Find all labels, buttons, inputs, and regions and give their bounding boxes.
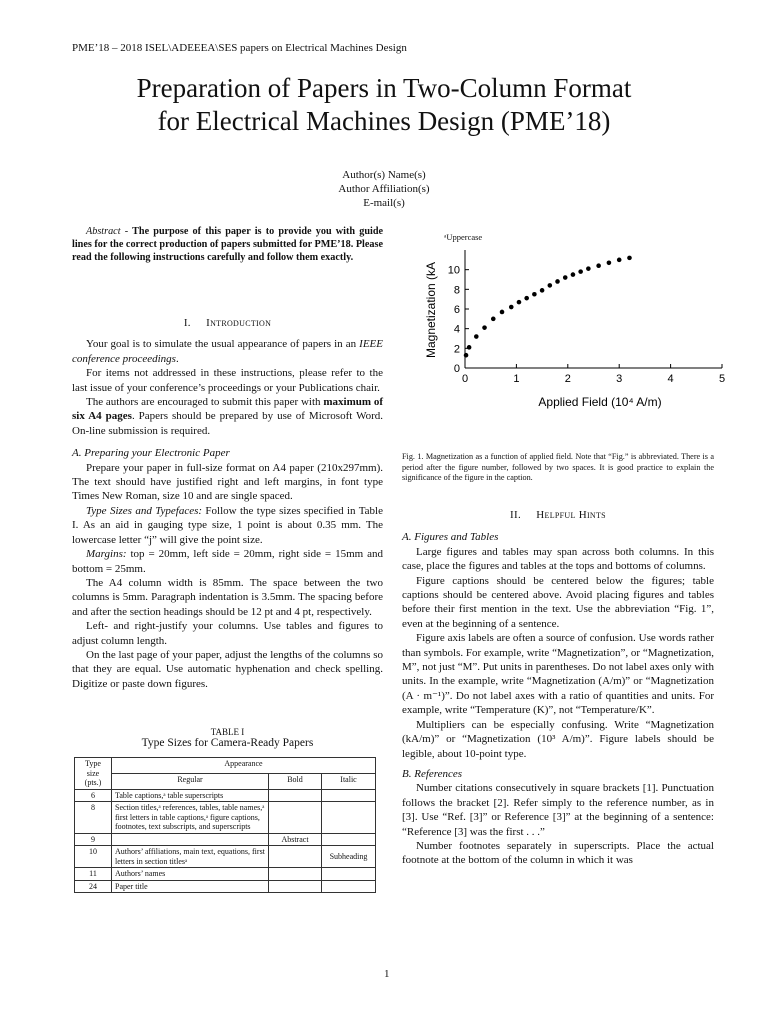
preparing-paragraph-3: Margins: top = 20mm, left side = 20mm, right side = 15mm and bottom = 25mm.: [72, 548, 383, 575]
author-block: [234, 168, 534, 210]
data-point: [524, 296, 529, 301]
table-caption: Type Sizes for Camera-Ready Papers: [141, 737, 314, 749]
y-tick-label: 10: [447, 264, 460, 277]
data-point: [596, 263, 601, 268]
table-row: 8 Section titles,ᵃ references, tables, table names,ᵃ first letters in table captions,ᵃ figure captions, footnotes, text subscripts, and superscripts: [75, 802, 376, 834]
x-tick-label: 0: [461, 373, 469, 385]
data-point: [555, 279, 560, 284]
data-point: [563, 275, 568, 280]
data-point: [586, 266, 591, 271]
preparing-paragraph-6: On the last page of your paper, adjust the lengths of the columns so that they are equal. Use automatic hyphenation and check spelling. Digitize or paste down figures.: [72, 648, 383, 690]
page-number: 1: [384, 968, 390, 980]
subsection-heading-references: B. References: [402, 767, 463, 780]
x-tick-label: 5: [718, 373, 726, 385]
table-row: 9 Abstract: [75, 833, 376, 846]
data-point: [617, 258, 622, 263]
introduction-section: [72, 316, 383, 691]
x-tick-label: 3: [616, 373, 623, 385]
x-tick-label: 2: [564, 373, 571, 385]
type-sizes-table: [74, 757, 376, 893]
data-point: [540, 288, 545, 293]
chart-ticks: [448, 265, 725, 385]
data-point: [474, 334, 479, 339]
data-point: [578, 269, 583, 274]
abstract-text: The purpose of this paper is to provide you with guide lines for the correct production of papers submitted for PME’18. Please read the following instructions carefully and follow them exactly.: [72, 226, 384, 263]
author-affiliation: Author Affiliation(s): [338, 183, 430, 195]
section-heading-helpful-hints: II. Helpful Hints: [510, 509, 606, 521]
helpful-hints-section: [402, 508, 714, 868]
data-point: [517, 300, 522, 305]
y-axis-label: Magnetization (kA: [424, 261, 438, 359]
hints-paragraph-4: Multipliers can be especially confusing. Write “Magnetization (kA/m)” or “Magnetization (10³ A/m)”. Figure labels should be legible, about 10-point type.: [402, 718, 714, 760]
preparing-paragraph-1: Prepare your paper in full-size format on A4 paper (210x297mm). The text should have justified right and left margins, in font type Times New Roman, size 10 and are single spaced.: [72, 461, 383, 503]
data-point: [467, 345, 472, 350]
preparing-paragraph-5: Left- and right-justify your columns. Use tables and figures to adjust column length.: [72, 620, 383, 647]
subsection-heading-preparing: A. Preparing your Electronic Paper: [72, 447, 230, 460]
y-tick-label: 6: [453, 304, 460, 316]
data-point: [548, 283, 553, 288]
table-header-italic: Italic: [322, 773, 376, 789]
table-header-bold: Bold: [269, 773, 322, 789]
hints-paragraph-5: Number citations consecutively in square brackets [1]. Punctuation follows the bracket [2]. Refer simply to the reference number, as in [3]. Use “Ref. [3]” or Reference [3]” at the beginning of a sentence: “Reference [3] was the first . . .”: [402, 782, 714, 838]
table-row: 24 Paper title: [75, 880, 376, 893]
subsection-heading-figures: A. Figures and Tables: [402, 531, 499, 544]
data-point: [491, 317, 496, 322]
y-tick-label: 2: [453, 343, 460, 356]
table-header-size: Type size (pts.): [75, 758, 112, 790]
y-tick-label: 4: [453, 323, 460, 336]
hints-paragraph-3: Figure axis labels are often a source of confusion. Use words rather than symbols. For example, write “Magnetization”, or “Magnetization, M”, not just “M”. Put units in parentheses. Do not label axes only with units. In the example, write “Magnetization (A/m)” or “Magnetization (A · m⁻¹)”. Do not label axes with a ratio of quantities and units. For example, write “Temperature (K)”, not “Temperature/K”.: [402, 632, 714, 717]
x-axis-label: Applied Field (10⁴ A/m): [538, 395, 662, 409]
data-point: [607, 260, 612, 265]
table-header-regular: Regular: [112, 773, 269, 789]
intro-paragraph-1: Your goal is to simulate the usual appearance of papers in an IEEE conference proceedings.: [72, 338, 383, 365]
y-tick-label: 0: [453, 363, 460, 375]
table-block: [72, 727, 383, 749]
data-point: [482, 325, 487, 330]
figure-footnote: ᵃUppercase: [444, 232, 483, 242]
author-email: E-mail(s): [363, 197, 405, 209]
title-line-1: Preparation of Papers in Two-Column Format: [136, 73, 632, 103]
table-label: TABLE I: [210, 727, 245, 737]
data-point: [627, 256, 632, 261]
hints-paragraph-2: Figure captions should be centered below the figures; table captions should be centered above. Avoid placing figures and tables before their first mention in the text. Use the abbreviation “Fig. 1”, even at the beginning of a sentence.: [402, 574, 714, 630]
chart-axes: [465, 250, 722, 368]
preparing-paragraph-4: The A4 column width is 85mm. The space between the two columns is 5mm. Paragraph indentation is 3.5mm. The spacing before and after the section headings should be 12 pt and 4 pt, respectively.: [72, 576, 383, 618]
section-heading-introduction: I. Introduction: [183, 317, 272, 329]
hints-paragraph-6: Number footnotes separately in superscripts. Place the actual footnote at the bottom of the column in which it was: [402, 839, 714, 867]
data-point: [500, 310, 505, 315]
running-head: PME’18 – 2018 ISEL\ADEEEA\SES papers on Electrical Machines Design: [72, 42, 407, 54]
data-point: [571, 272, 576, 277]
data-point: [464, 353, 469, 358]
table-row: 6 Table captions,ᵃ table superscripts: [75, 789, 376, 802]
chart-points: [464, 256, 632, 358]
abstract-label: Abstract -: [86, 226, 129, 237]
title-line-2: for Electrical Machines Design (PME’18): [157, 106, 611, 136]
intro-paragraph-3: The authors are encouraged to submit this paper with maximum of six A4 pages. Papers should be prepared by use of Microsoft Word. On-line submission is required.: [72, 396, 383, 437]
table-row: 11 Authors’ names: [75, 868, 376, 881]
x-tick-label: 1: [513, 373, 520, 385]
preparing-paragraph-2: Type Sizes and Typefaces: Follow the type sizes specified in Table I. As an aid in gauging type size, 1 point is about 0.35 mm. The lowercase letter “j” will give the point size.: [72, 504, 383, 546]
table-header-appearance: Appearance: [112, 758, 376, 774]
data-point: [509, 305, 514, 310]
figure-caption: Fig. 1. Magnetization as a function of applied field. Note that “Fig.” is abbreviated. There is a period after the figure number, followed by two spaces. It is good practice to explain the significance of the figure in the caption.: [402, 452, 714, 482]
intro-paragraph-2: For items not addressed in these instructions, please refer to the last issue of your conference’s proceedings or your Publications chair.: [72, 367, 383, 394]
paper-title: [40, 72, 728, 138]
abstract: [72, 226, 383, 264]
magnetization-chart: [420, 240, 740, 420]
x-tick-label: 4: [667, 373, 674, 385]
y-tick-label: 8: [453, 284, 460, 297]
table-row: 10 Authors’ affiliations, main text, equations, first letters in section titlesᵃ Subheading: [75, 846, 376, 868]
data-point: [532, 292, 537, 297]
author-name: Author(s) Name(s): [342, 169, 426, 181]
hints-paragraph-1: Large figures and tables may span across both columns. In this case, place the figures and tables at the tops and bottoms of columns.: [402, 545, 714, 573]
